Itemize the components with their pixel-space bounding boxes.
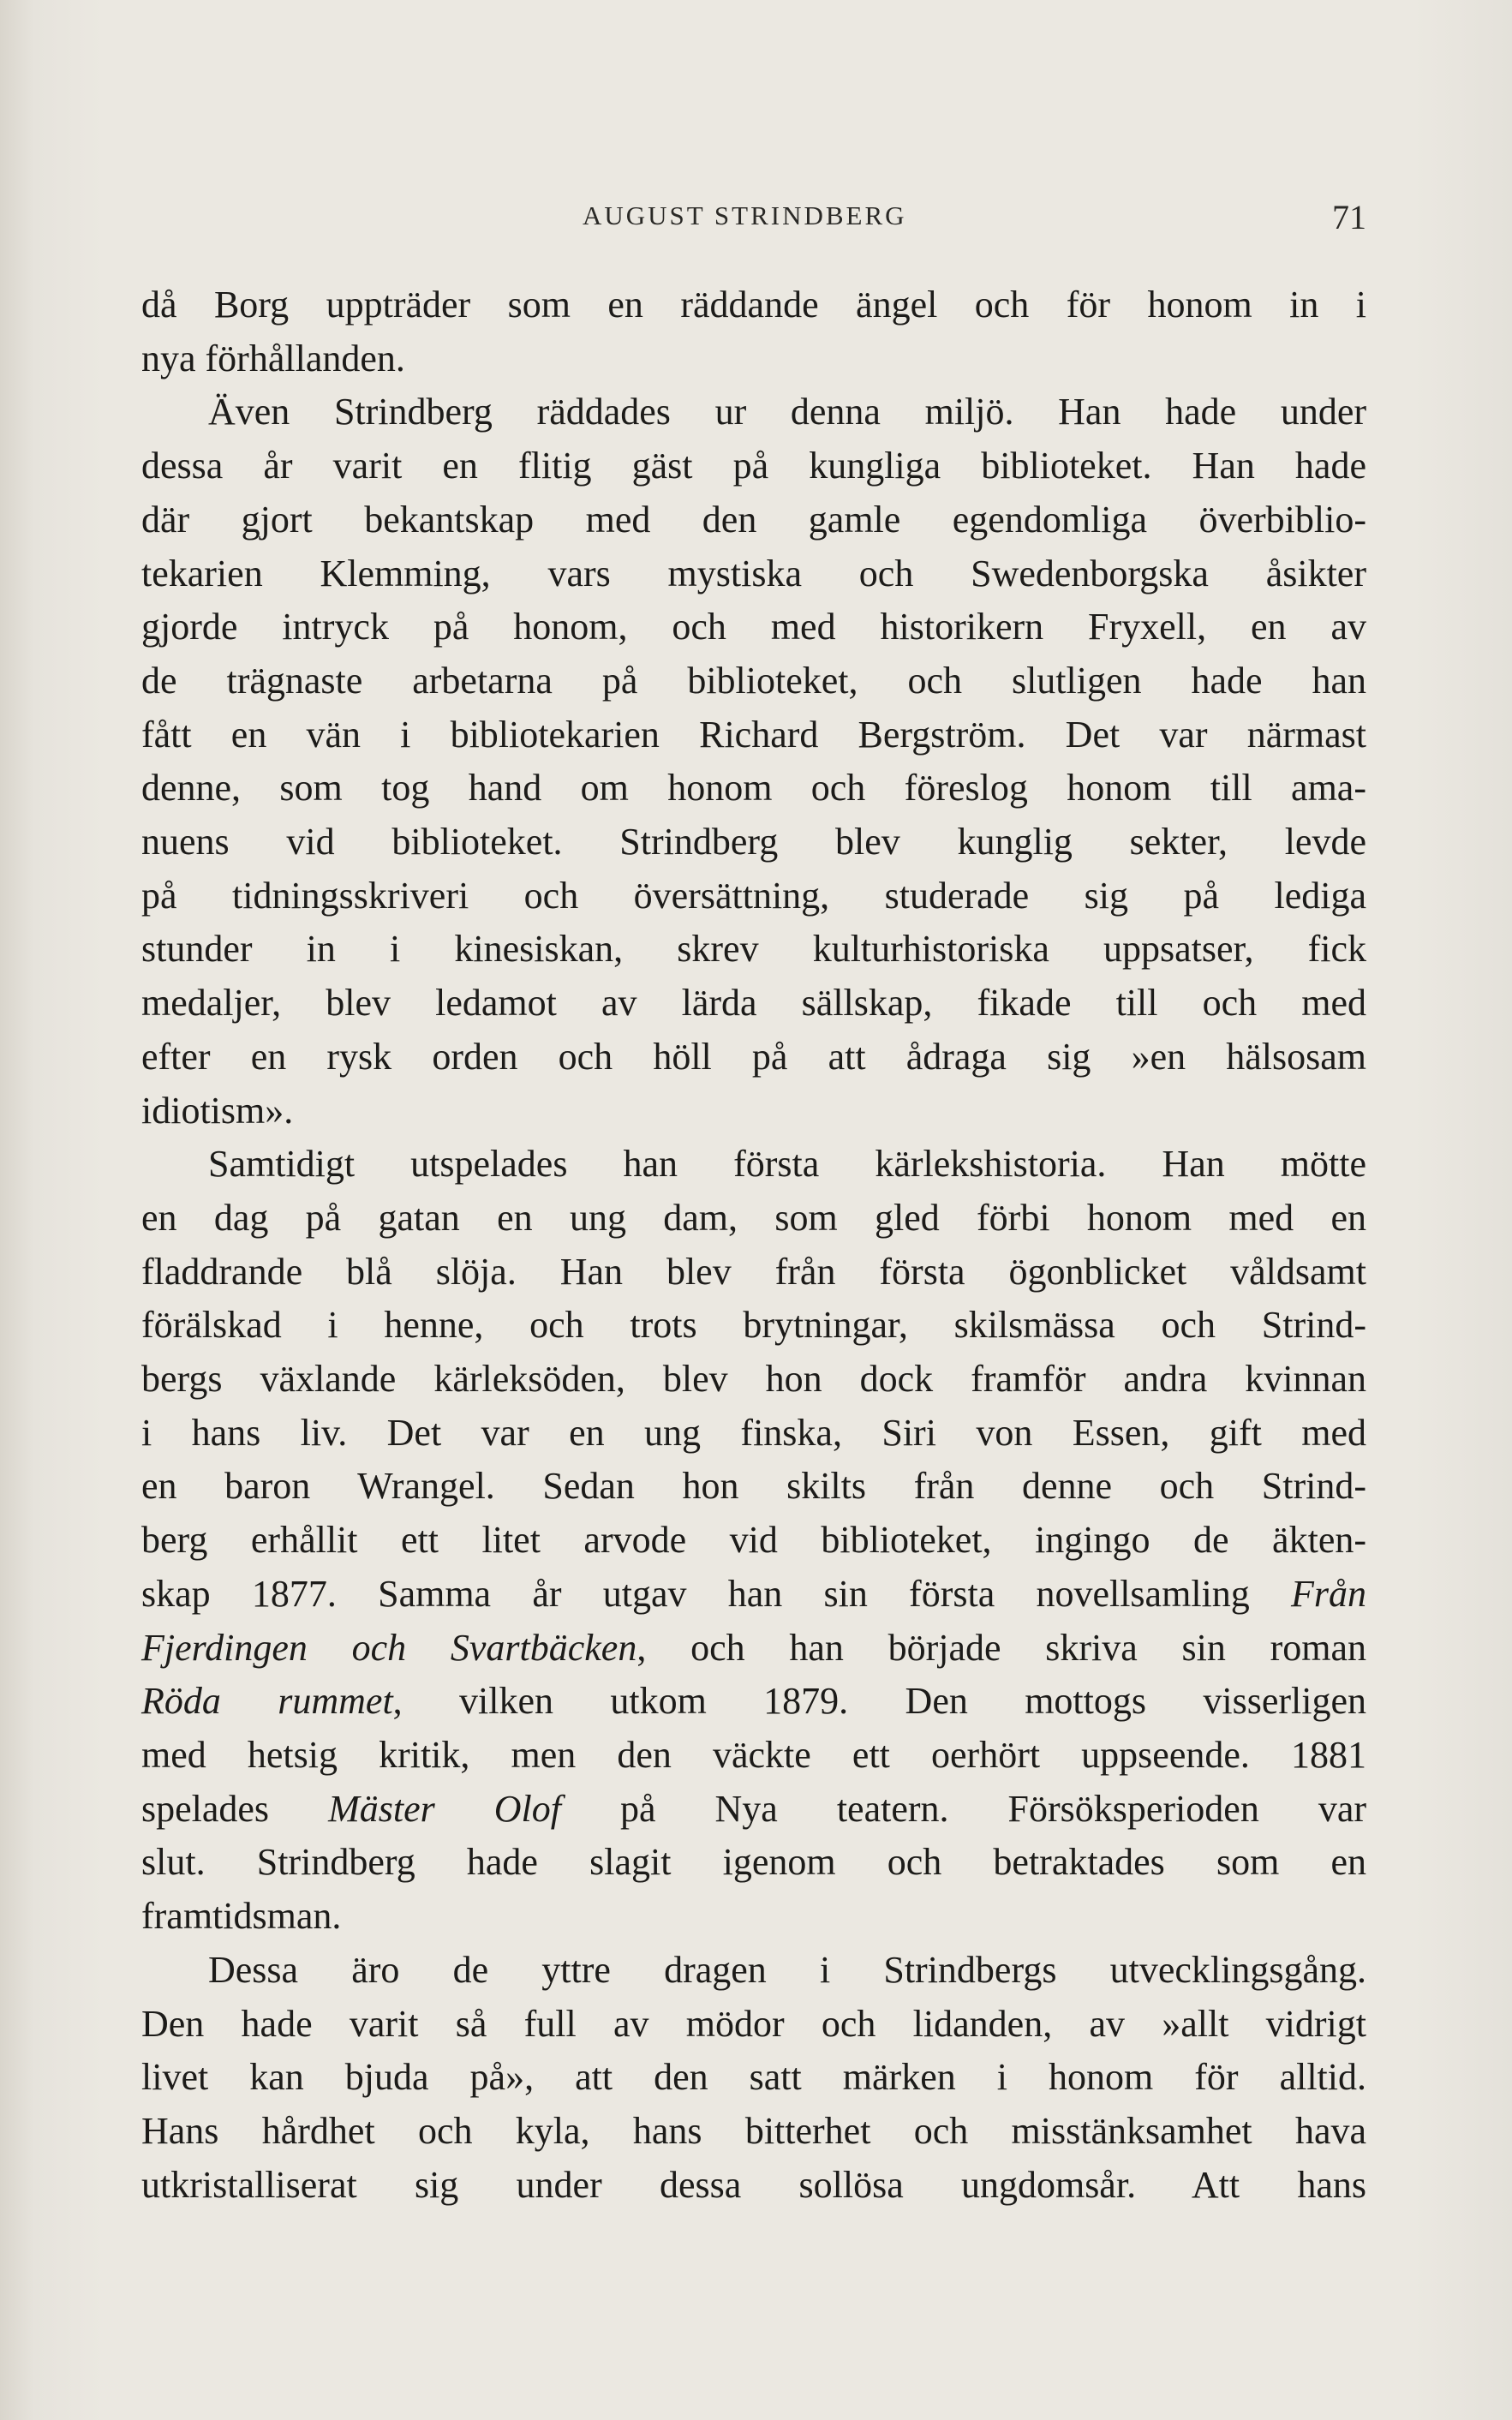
text-line: nuens vid biblioteket. Strindberg blev kunglig sekter, levde <box>141 821 1366 863</box>
text-line <box>141 1675 1366 1729</box>
text-line: livet kan bjuda på», att den satt märken i honom för alltid. <box>141 2056 1366 2099</box>
text-segment: på Nya teatern. Försöksperioden var <box>560 1787 1367 1830</box>
text-line: utkristalliserat sig under dessa sollösa ungdomsår. Att hans <box>141 2163 1366 2206</box>
text-segment: spelades <box>141 1787 329 1830</box>
text-line: förälskad i henne, och trots brytningar, skilsmässa och Strind- <box>141 1304 1366 1347</box>
text-line: med hetsig kritik, men den väckte ett oerhört uppseende. 1881 <box>141 1733 1366 1776</box>
text-line: Den hade varit så full av mödor och lidanden, av »allt vidrigt <box>141 2002 1366 2045</box>
text-line: i hans liv. Det var en ung finska, Siri von Essen, gift med <box>141 1411 1366 1454</box>
book-title-fragment: Från <box>1291 1572 1366 1615</box>
text-line: tekarien Klemming, vars mystiska och Swedenborgska åsikter <box>141 552 1366 595</box>
text-line <box>141 1622 1366 1676</box>
text-line: Hans hårdhet och kyla, hans bitterhet och misstänksamhet hava <box>141 2109 1366 2152</box>
paragraph <box>141 1944 1366 2213</box>
text-line: en baron Wrangel. Sedan hon skilts från denne och Strind- <box>141 1465 1366 1508</box>
text-line: fladdrande blå slöja. Han blev från första ögonblicket våldsamt <box>141 1250 1366 1293</box>
text-line: där gjort bekantskap med den gamle egendomliga överbiblio- <box>141 498 1366 541</box>
text-line: Även Strindberg räddades ur denna miljö. Han hade under <box>208 391 1366 433</box>
text-line: medaljer, blev ledamot av lärda sällskap, fikade till och med <box>141 982 1366 1025</box>
text-line: fått en vän i bibliotekarien Richard Bergström. Det var närmast <box>141 713 1366 756</box>
text-line: denne, som tog hand om honom och föreslog honom till ama- <box>141 767 1366 810</box>
text-line <box>141 1568 1366 1622</box>
text-line: stunder in i kinesiskan, skrev kulturhistoriska uppsatser, fick <box>141 928 1366 971</box>
text-line: idiotism». <box>141 1089 294 1132</box>
text-line: gjorde intryck på honom, och med historikern Fryxell, en av <box>141 606 1366 648</box>
text-line: berg erhållit ett litet arvode vid biblioteket, ingingo de äkten- <box>141 1519 1366 1562</box>
running-title: AUGUST STRINDBERG <box>583 200 907 230</box>
text-line: framtidsman. <box>141 1895 342 1938</box>
book-title: Fjerdingen och Svartbäcken <box>141 1626 637 1669</box>
play-title: Mäster Olof <box>328 1787 561 1830</box>
text-segment: skap 1877. Samma år utgav han sin första novellsamling <box>141 1572 1291 1615</box>
page-number: 71 <box>1332 198 1366 236</box>
text-line: efter en rysk orden och höll på att ådraga sig »en hälsosam <box>141 1035 1366 1078</box>
paragraph <box>141 385 1366 1138</box>
text-line: dessa år varit en flitig gäst på kungliga biblioteket. Han hade <box>141 445 1366 487</box>
book-title: Röda rummet <box>141 1680 393 1723</box>
paragraph <box>141 278 1366 385</box>
text-line: slut. Strindberg hade slagit igenom och betraktades som en <box>141 1841 1366 1884</box>
text-line <box>141 1783 1366 1837</box>
body-text <box>141 278 1366 2212</box>
text-line: på tidningsskriveri och översättning, studerade sig på lediga <box>141 874 1366 917</box>
text-line: en dag på gatan en ung dam, som gled förbi honom med en <box>141 1196 1366 1239</box>
text-segment: , vilken utkom 1879. Den mottogs visserligen <box>392 1680 1366 1723</box>
text-line: då Borg uppträder som en räddande ängel och för honom in i <box>141 284 1366 326</box>
text-segment: , och han började skriva sin roman <box>636 1626 1367 1669</box>
text-line: Dessa äro de yttre dragen i Strindbergs utvecklingsgång. <box>208 1948 1366 1991</box>
text-line: bergs växlande kärleksöden, blev hon dock framför andra kvinnan <box>141 1358 1366 1401</box>
text-line: de trägnaste arbetarna på biblioteket, och slutligen hade han <box>141 659 1366 702</box>
page-header <box>141 200 1366 235</box>
text-line: Samtidigt utspelades han första kärlekshistoria. Han mötte <box>208 1143 1366 1186</box>
text-line: nya förhållanden. <box>141 337 405 379</box>
paragraph <box>141 1138 1366 1944</box>
